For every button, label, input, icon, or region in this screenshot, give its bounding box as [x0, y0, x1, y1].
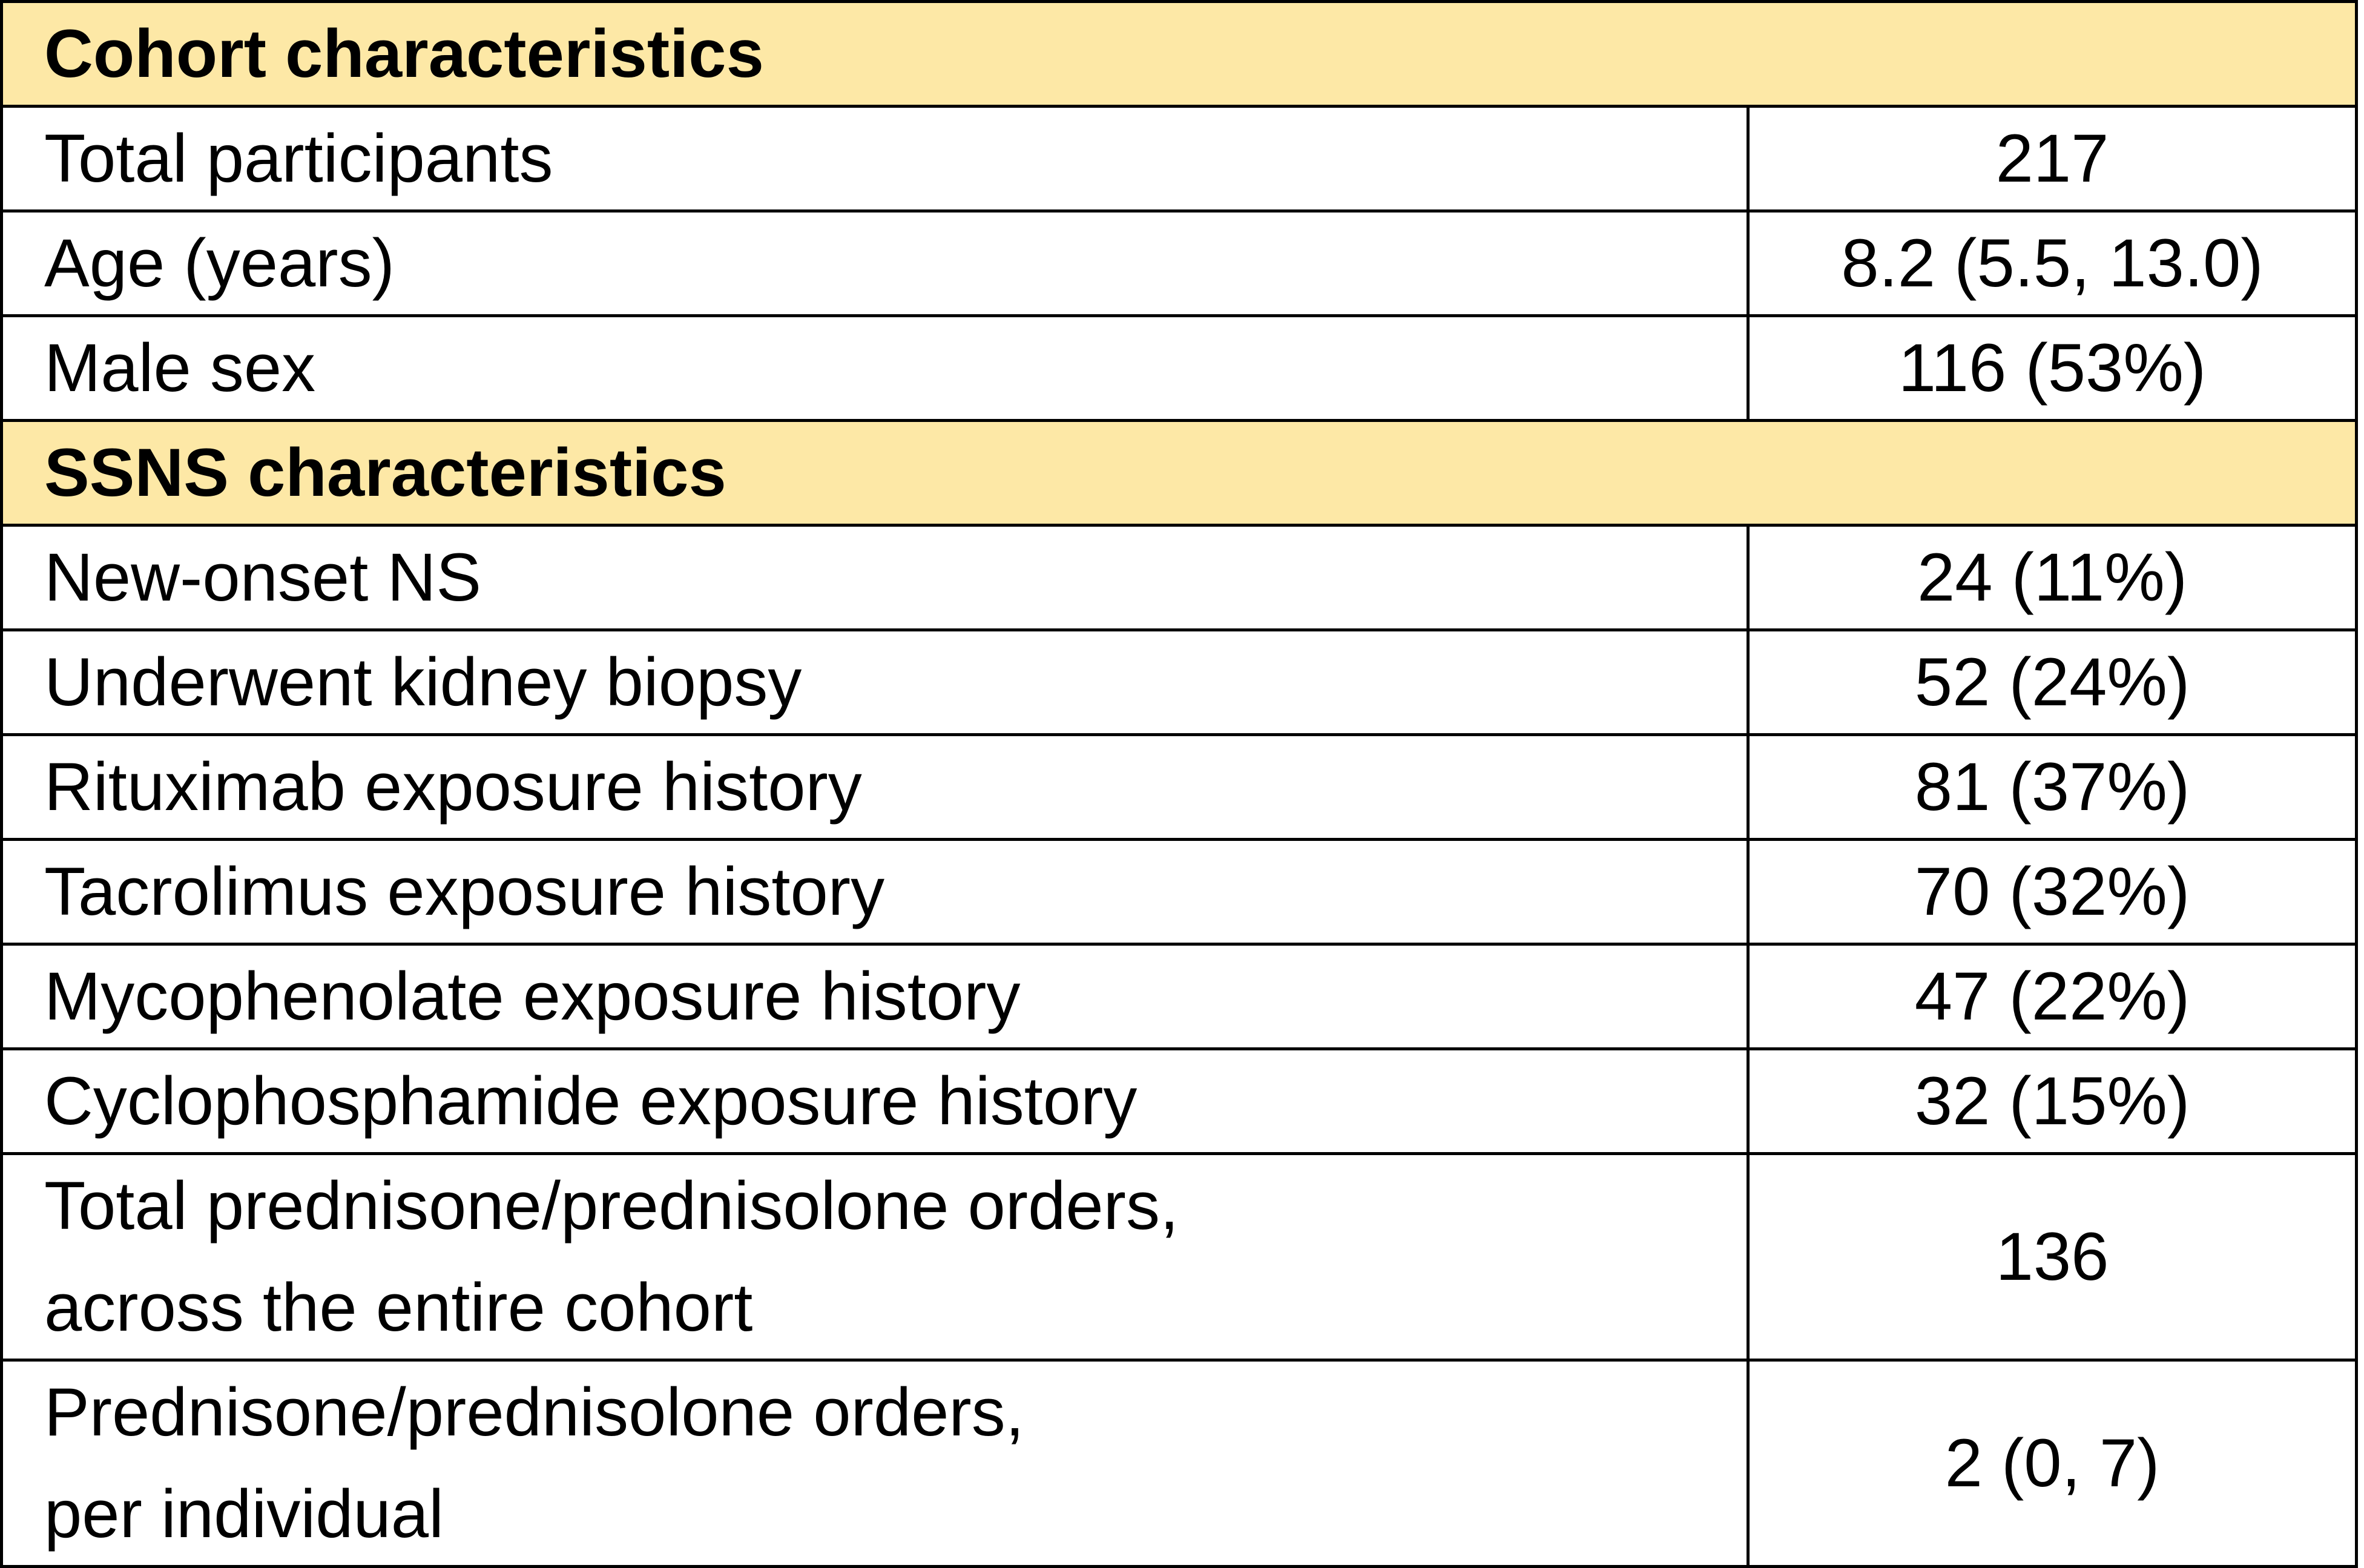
row-value: 217	[1748, 107, 2357, 211]
table-row	[2, 107, 2357, 211]
section-title: Cohort characteristics	[2, 2, 2357, 107]
table-row	[2, 1154, 2357, 1360]
row-label-line: per individual	[44, 1476, 444, 1552]
row-label: Cyclophosphamide exposure history	[2, 1049, 1748, 1154]
row-value: 70 (32%)	[1748, 840, 2357, 944]
row-label: Male sex	[2, 316, 1748, 421]
row-value: 2 (0, 7)	[1748, 1360, 2357, 1567]
section-header-ssns	[2, 421, 2357, 525]
table-row	[2, 735, 2357, 840]
row-value: 52 (24%)	[1748, 630, 2357, 735]
table-row	[2, 1049, 2357, 1154]
section-title: SSNS characteristics	[2, 421, 2357, 525]
row-label-line: Prednisone/prednisolone orders,	[44, 1374, 1024, 1450]
table-row	[2, 525, 2357, 630]
table-row	[2, 211, 2357, 316]
row-label-line: across the entire cohort	[44, 1270, 753, 1345]
row-label: Age (years)	[2, 211, 1748, 316]
table-row	[2, 316, 2357, 421]
row-value: 8.2 (5.5, 13.0)	[1748, 211, 2357, 316]
row-label: Rituximab exposure history	[2, 735, 1748, 840]
row-label: Tacrolimus exposure history	[2, 840, 1748, 944]
table-row	[2, 944, 2357, 1049]
row-label	[2, 1360, 1748, 1567]
row-label	[2, 1154, 1748, 1360]
section-header-cohort	[2, 2, 2357, 107]
row-label: Mycophenolate exposure history	[2, 944, 1748, 1049]
row-label: Total participants	[2, 107, 1748, 211]
table-row	[2, 840, 2357, 944]
row-value: 116 (53%)	[1748, 316, 2357, 421]
row-value: 32 (15%)	[1748, 1049, 2357, 1154]
row-value: 136	[1748, 1154, 2357, 1360]
row-value: 81 (37%)	[1748, 735, 2357, 840]
row-label-line: Total prednisone/prednisolone orders,	[44, 1168, 1179, 1244]
row-label: New-onset NS	[2, 525, 1748, 630]
table-row	[2, 630, 2357, 735]
table-row	[2, 1360, 2357, 1567]
row-value: 24 (11%)	[1748, 525, 2357, 630]
row-value: 47 (22%)	[1748, 944, 2357, 1049]
row-label: Underwent kidney biopsy	[2, 630, 1748, 735]
